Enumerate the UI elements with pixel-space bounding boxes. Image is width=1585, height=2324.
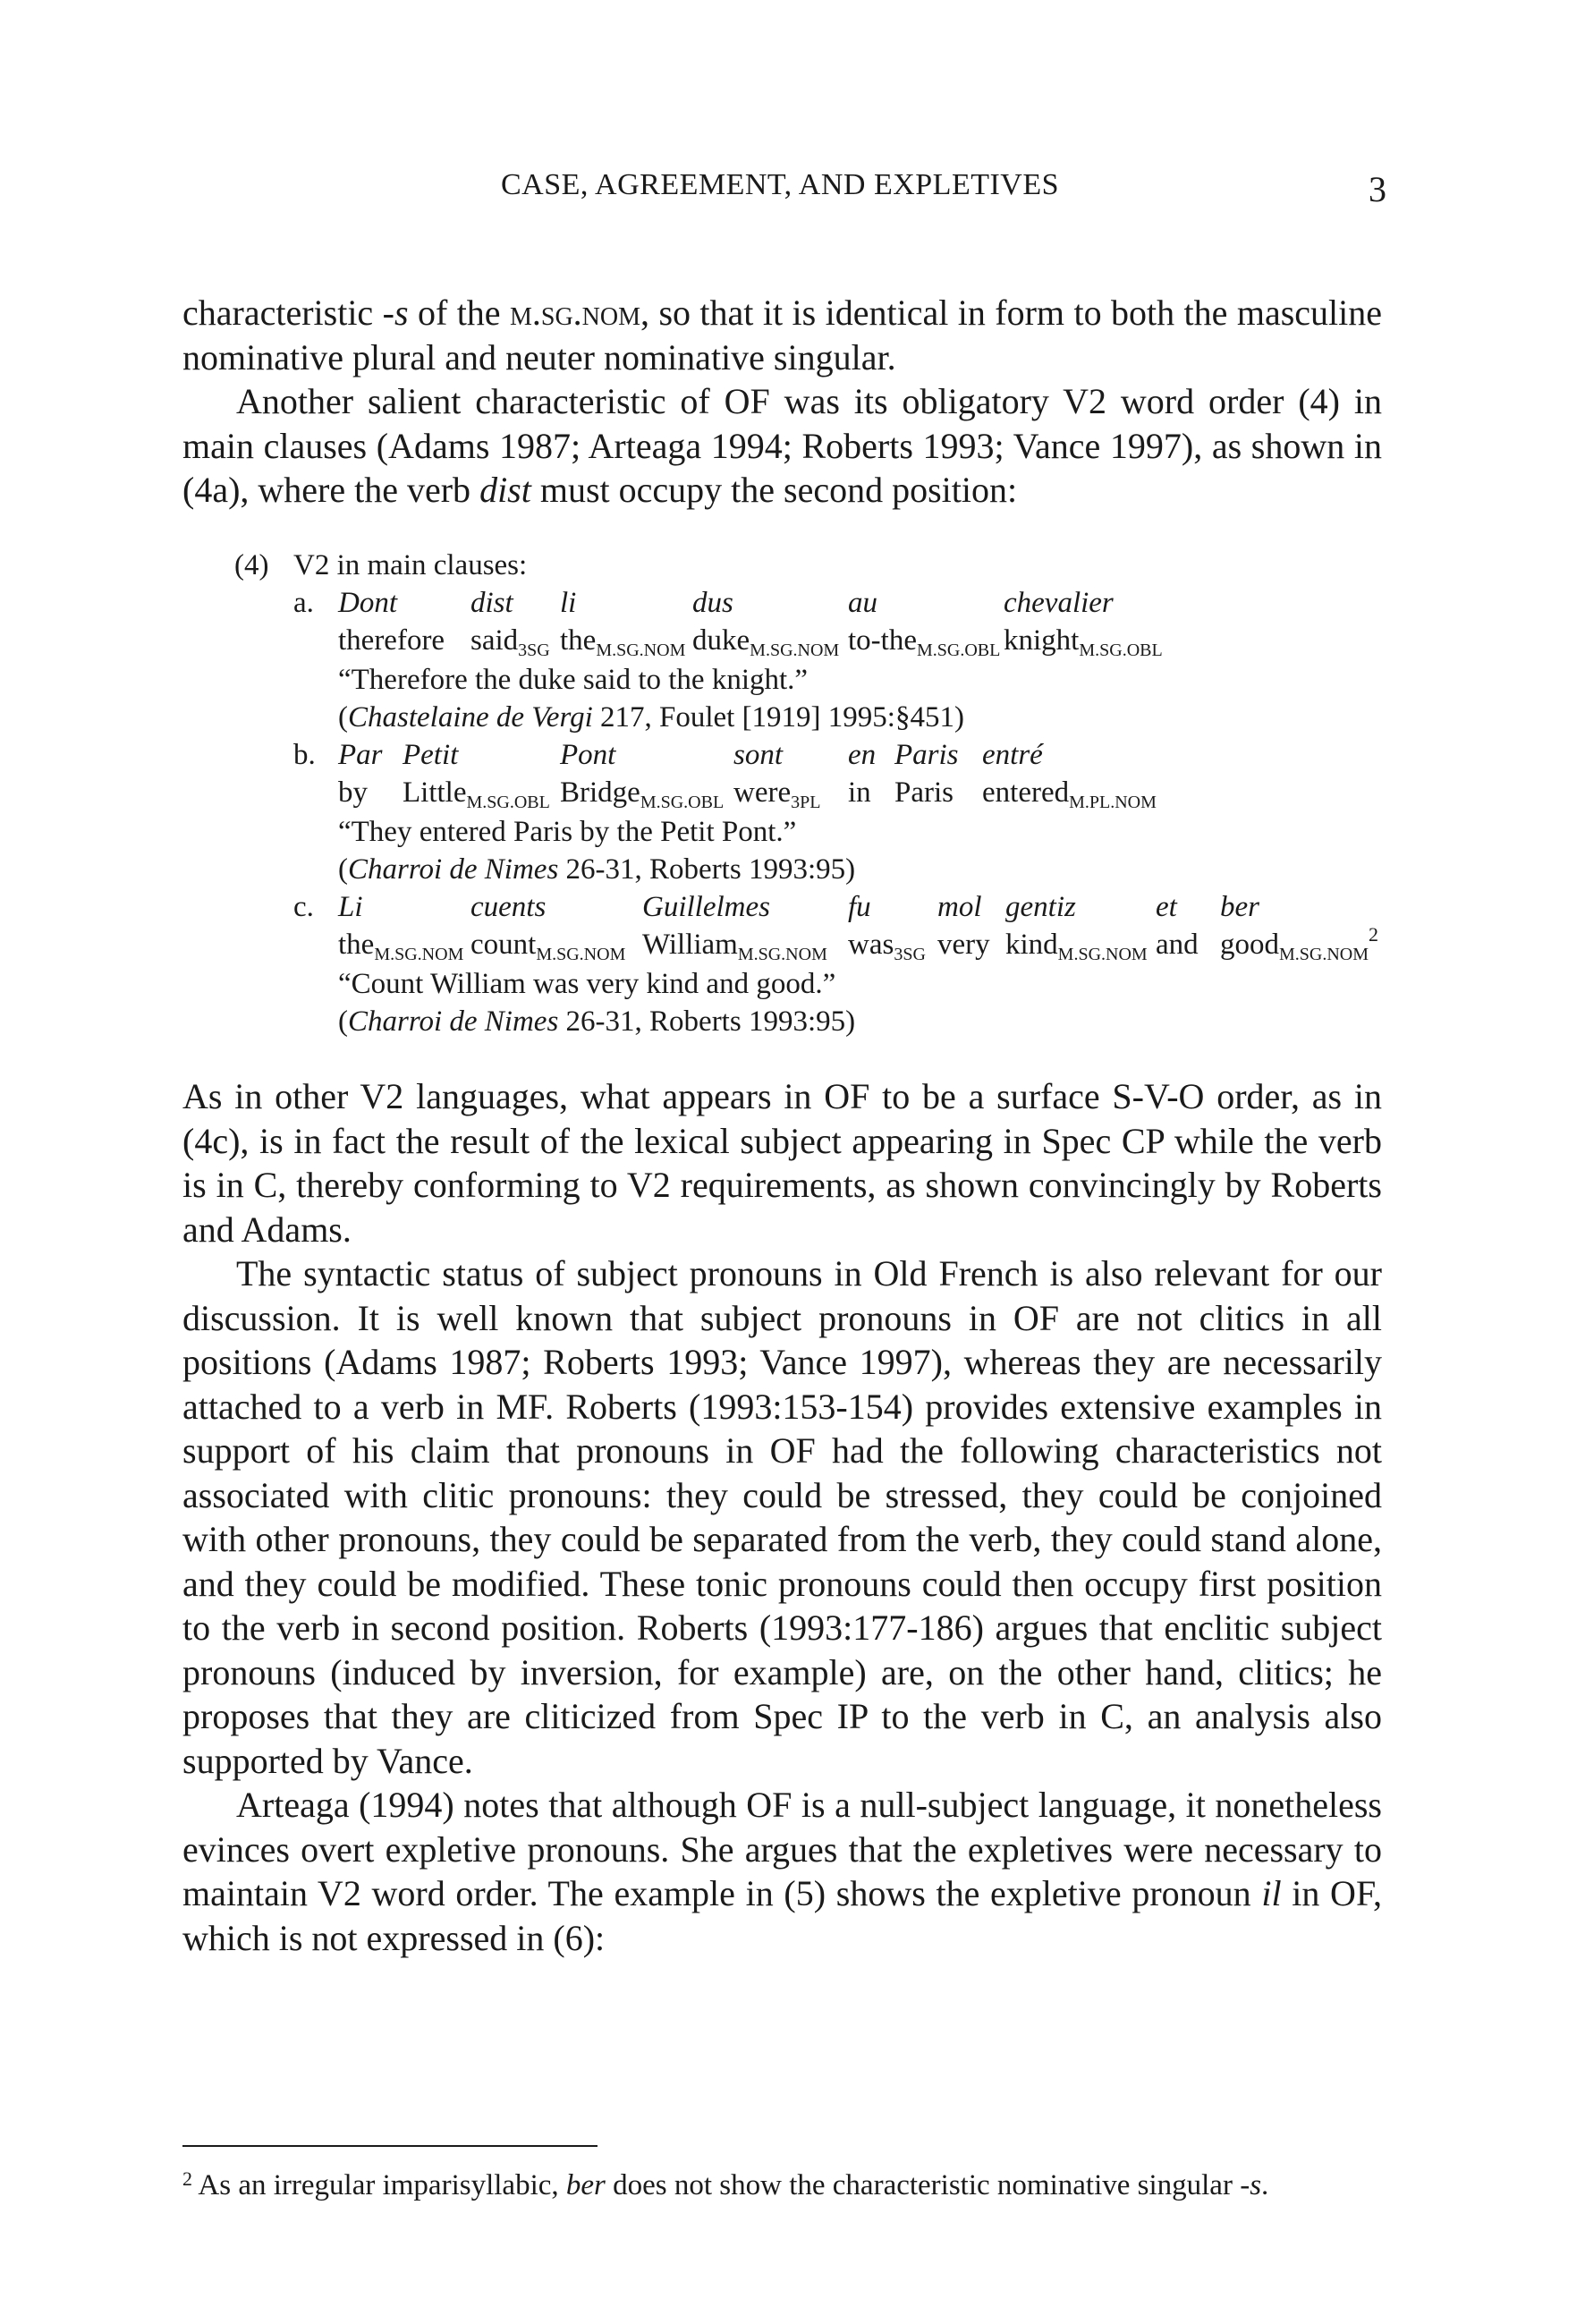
source-rest: 26-31, Roberts 1993:95) bbox=[558, 1005, 856, 1038]
gloss bbox=[338, 927, 463, 963]
example-heading: V2 in main clauses: bbox=[293, 549, 528, 581]
footnote-number: 2 bbox=[182, 2167, 192, 2190]
gloss-feature: 3SG bbox=[894, 945, 926, 964]
gloss bbox=[1005, 927, 1148, 963]
text: , so that it is identical in form to both the masculine nominative plural and neuter nominative singular. bbox=[182, 293, 1383, 377]
gloss: in bbox=[848, 776, 871, 809]
gloss-feature: M.SG.OBL bbox=[1079, 640, 1163, 660]
gloss-word: kind bbox=[1005, 929, 1058, 961]
gloss bbox=[1220, 923, 1379, 964]
gloss-feature: M.SG.OBL bbox=[640, 793, 725, 812]
gloss bbox=[560, 775, 724, 810]
paragraph-3: As in other V2 languages, what appears in OF to be a surface S-V-O order, as in (4c), is in fact the result of the lexical subject appearing in Spec CP while the verb is in C, thereby conforming to V2 requirements, as shown convincingly by Roberts and Adams. bbox=[182, 1076, 1382, 1250]
word: Li bbox=[338, 891, 363, 923]
word: au bbox=[848, 587, 877, 619]
text: does not show the characteristic nominative singular bbox=[605, 2169, 1241, 2201]
footnote-rule bbox=[182, 2145, 598, 2147]
text-italic: ber bbox=[565, 2169, 606, 2201]
footnote bbox=[182, 2169, 1268, 2202]
gloss-word: was bbox=[848, 929, 894, 961]
text-italic: -s bbox=[382, 293, 409, 333]
example-a-source: (Chastelaine de Vergi 217, Foulet [1919] 1995:§451) bbox=[338, 701, 964, 734]
text: must occupy the second position: bbox=[530, 470, 1018, 510]
gloss-word: William bbox=[642, 929, 738, 961]
gloss-word: to-the bbox=[848, 624, 917, 657]
gloss-feature: M.SG.NOM bbox=[750, 640, 840, 660]
gloss bbox=[848, 927, 926, 963]
gloss: by bbox=[338, 776, 368, 809]
intro-paragraphs bbox=[182, 291, 1382, 513]
gloss-word: the bbox=[560, 624, 597, 657]
gloss-feature: M.SG.NOM bbox=[536, 945, 626, 964]
word: dus bbox=[692, 587, 733, 619]
gloss: and bbox=[1156, 929, 1199, 961]
example-b-translation: “They entered Paris by the Petit Pont.” bbox=[338, 816, 797, 848]
gloss-feature: 3PL bbox=[791, 793, 821, 812]
source-rest: 217, Foulet [1919] 1995:§451) bbox=[592, 701, 964, 734]
gloss: Paris bbox=[894, 776, 954, 809]
gloss bbox=[848, 623, 1000, 658]
gloss bbox=[470, 623, 550, 658]
word: dist bbox=[470, 587, 513, 619]
text: in OF, which is not expressed in (6): bbox=[182, 1873, 1382, 1958]
word: Par bbox=[338, 739, 383, 771]
gloss-word: Little bbox=[403, 776, 467, 809]
text: As an irregular imparisyllabic, bbox=[192, 2169, 566, 2201]
text: . bbox=[1261, 2169, 1269, 2201]
word: Pont bbox=[560, 739, 616, 771]
gloss-word: count bbox=[470, 929, 537, 961]
gloss bbox=[692, 623, 839, 658]
word: Dont bbox=[338, 587, 397, 619]
text-italic: il bbox=[1261, 1873, 1282, 1913]
gloss bbox=[1004, 623, 1163, 658]
gloss-word: said bbox=[470, 624, 519, 657]
text-italic: -s bbox=[1240, 2169, 1262, 2201]
text: Arteaga (1994) notes that although OF is a null-subject language, it nonetheless evinces overt expletive pronouns. She argues that the expletives were necessary to maintain V2 word order. The example in (5) shows the expletive pronoun bbox=[182, 1785, 1382, 1913]
gloss-feature: 3SG bbox=[518, 640, 550, 660]
footnote-marker: 2 bbox=[1369, 923, 1379, 946]
example-c-words bbox=[338, 889, 1411, 927]
word: en bbox=[848, 739, 877, 771]
gloss-feature: M.SG.NOM bbox=[596, 640, 686, 660]
word: ber bbox=[1220, 891, 1259, 923]
gloss-word: were bbox=[733, 776, 792, 809]
example-b-source: (Charroi de Nimes 26-31, Roberts 1993:95) bbox=[338, 853, 856, 886]
gloss bbox=[982, 775, 1157, 810]
text: of the bbox=[408, 293, 510, 333]
gloss-word: good bbox=[1220, 929, 1279, 961]
word: sont bbox=[733, 739, 784, 771]
example-b-words bbox=[338, 737, 1233, 775]
gloss: very bbox=[937, 929, 990, 961]
gloss-feature: M.SG.OBL bbox=[916, 640, 1001, 660]
gloss-feature: M.SG.NOM bbox=[737, 945, 827, 964]
gloss bbox=[470, 927, 625, 963]
paragraph-1 bbox=[182, 291, 1382, 379]
word: Petit bbox=[403, 739, 459, 771]
word: chevalier bbox=[1004, 587, 1114, 619]
gloss-feature: M.SG.OBL bbox=[466, 793, 550, 812]
source-title: Charroi de Nimes bbox=[348, 853, 559, 886]
word: cuents bbox=[470, 891, 547, 923]
example-a-gloss bbox=[338, 623, 1233, 662]
gloss-feature: M.SG.NOM bbox=[374, 945, 464, 964]
example-c-translation: “Count William was very kind and good.” bbox=[338, 968, 836, 1000]
example-label-a: a. bbox=[293, 587, 314, 619]
gloss-small-caps: m.sg.nom bbox=[509, 293, 641, 333]
gloss-word: the bbox=[338, 929, 375, 961]
running-head: CASE, AGREEMENT, AND EXPLETIVES bbox=[501, 168, 1060, 201]
gloss-word: Bridge bbox=[560, 776, 640, 809]
paragraph-2 bbox=[182, 379, 1382, 513]
example-b-gloss bbox=[338, 775, 1233, 814]
gloss bbox=[642, 927, 827, 963]
gloss-word: duke bbox=[692, 624, 750, 657]
word: et bbox=[1156, 891, 1177, 923]
source-rest: 26-31, Roberts 1993:95) bbox=[558, 853, 856, 886]
example-c-source: (Charroi de Nimes 26-31, Roberts 1993:95) bbox=[338, 1005, 856, 1038]
example-a-words bbox=[338, 585, 1233, 623]
gloss-feature: M.PL.NOM bbox=[1069, 793, 1157, 812]
source-title: Chastelaine de Vergi bbox=[348, 701, 593, 734]
word: Guillelmes bbox=[642, 891, 770, 923]
paragraph-5 bbox=[182, 1783, 1382, 1960]
example-c-gloss bbox=[338, 923, 1411, 966]
gloss: therefore bbox=[338, 624, 445, 657]
gloss-word: knight bbox=[1004, 624, 1080, 657]
example-number: (4) bbox=[234, 549, 269, 581]
text: Another salient characteristic of OF was its obligatory V2 word order (4) in main clauses (Adams 1987; Arteaga 1994; Roberts 1993; Vance 1997), as shown in (4a), where the verb bbox=[182, 381, 1382, 510]
body-paragraphs bbox=[182, 1074, 1382, 1960]
example-label-c: c. bbox=[293, 891, 314, 923]
paragraph-4: The syntactic status of subject pronouns in Old French is also relevant for our discussion. It is well known that subject pronouns in OF are not clitics in all positions (Adams 1987; Roberts 1993; Vance 1997), whereas they are necessarily attached to a verb in MF. Roberts (1993:153-154) provides extensive examples in support of his claim that pronouns in OF had the following characteristics not associated with clitic pronouns: they could be stressed, they could be conjoined with other pronouns, they could be separated from the verb, they could stand alone, and they could be modified. These tonic pronouns could then occupy first position to the verb in second position. Roberts (1993:177-186) argues that enclitic subject pronouns (induced by inversion, for example) are, on the other hand, clitics; he proposes that they are cliticized from Spec IP to the verb in C, an analysis also supported by Vance. bbox=[182, 1253, 1382, 1781]
word: gentiz bbox=[1005, 891, 1076, 923]
word: li bbox=[560, 587, 577, 619]
gloss-feature: M.SG.NOM bbox=[1057, 945, 1148, 964]
gloss bbox=[403, 775, 550, 810]
gloss bbox=[733, 775, 820, 810]
word: Paris bbox=[894, 739, 959, 771]
example-label-b: b. bbox=[293, 739, 316, 771]
text: characteristic bbox=[182, 293, 383, 333]
text-italic: dist bbox=[479, 470, 531, 510]
gloss-word: entered bbox=[982, 776, 1070, 809]
example-a-translation: “Therefore the duke said to the knight.” bbox=[338, 664, 809, 696]
source-title: Charroi de Nimes bbox=[348, 1005, 559, 1038]
word: entré bbox=[982, 739, 1043, 771]
gloss bbox=[560, 623, 685, 658]
gloss-feature: M.SG.NOM bbox=[1279, 945, 1369, 964]
page-number: 3 bbox=[1369, 169, 1386, 209]
word: fu bbox=[848, 891, 871, 923]
word: mol bbox=[937, 891, 982, 923]
